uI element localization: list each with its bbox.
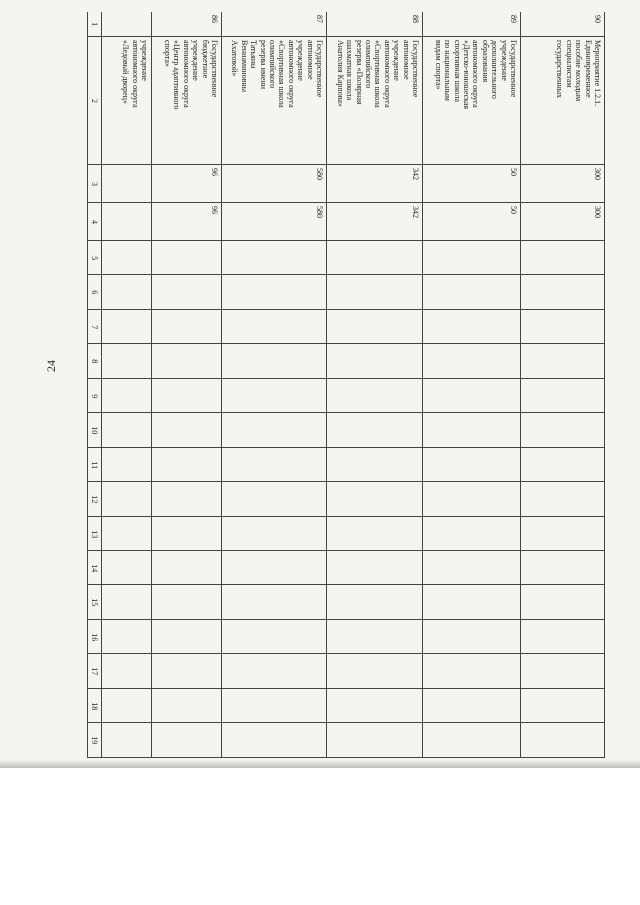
header-cell	[88, 722, 101, 756]
cell-text: 3	[89, 181, 99, 186]
table-cell	[102, 164, 151, 202]
table-cell	[152, 240, 221, 274]
table-cell	[102, 412, 151, 446]
table-cell	[521, 309, 604, 343]
table-cell	[423, 309, 520, 343]
table-cell	[423, 584, 520, 618]
table-cell	[521, 274, 604, 308]
table-cell	[222, 309, 326, 343]
table-cell	[327, 309, 423, 343]
cell-text: 6	[89, 290, 99, 295]
table-cell	[327, 481, 423, 515]
table-cell	[423, 447, 520, 481]
header-cell	[88, 619, 101, 653]
cell-text: Государственное бюджетное учреждение автономного округа «Центр адаптивного спорта»	[162, 40, 219, 110]
table-cell	[222, 516, 326, 550]
table-cell	[423, 619, 520, 653]
table-cell	[152, 378, 221, 412]
table-cell	[222, 378, 326, 412]
table-cell	[102, 516, 151, 550]
cell-text: 50	[509, 167, 519, 176]
cell-text: Мероприятие 1.2.1. Единовременное пособие молодым специалистам государственных	[555, 40, 602, 107]
header-cell	[88, 481, 101, 515]
table-cell	[423, 653, 520, 687]
header-cell	[88, 447, 101, 481]
table-cell	[102, 653, 151, 687]
cell-text: 7	[89, 324, 99, 329]
table-cell	[222, 343, 326, 377]
header-cell	[88, 584, 101, 618]
table-row	[101, 12, 151, 757]
table-cell	[152, 202, 221, 240]
table-cell	[327, 653, 423, 687]
cell-text: 580	[314, 167, 324, 180]
cell-text: 17	[89, 667, 99, 676]
cell-text: 89	[509, 15, 519, 23]
table-cell	[152, 619, 221, 653]
header-cell	[88, 164, 101, 202]
cell-text: Государственное автономное учреждение автономного округа «Спортивная школа олимпийского резерва «Полярная шахматная школа Анатолия Карпова»	[336, 40, 421, 108]
table-cell	[222, 36, 326, 164]
cell-text: Государственное учреждение дополнительного образования автономного округа «Детско-юношеская спортивная школа по национальным видам спорта»	[433, 40, 519, 110]
cell-text: 1	[89, 22, 99, 27]
header-cell	[88, 378, 101, 412]
table-cell	[102, 309, 151, 343]
table-cell	[327, 274, 423, 308]
table-header-row	[87, 12, 101, 757]
table-row	[520, 12, 604, 757]
header-cell	[88, 202, 101, 240]
table-cell	[222, 550, 326, 584]
cell-text: 5	[89, 255, 99, 260]
cell-text: 86	[209, 15, 219, 23]
table-cell	[423, 240, 520, 274]
table-cell	[102, 481, 151, 515]
table-cell	[152, 653, 221, 687]
cell-text: 90	[593, 15, 602, 23]
table-cell	[423, 343, 520, 377]
table-cell	[423, 722, 520, 756]
cell-text: Государственное автономное учреждение автономного округа «Спортивная школа олимпийского резерва имени Татьяны Вениаминовны Ахатовой»	[229, 40, 324, 108]
table-cell	[222, 481, 326, 515]
cell-text: 10	[89, 426, 99, 435]
table-cell	[152, 12, 221, 36]
table-cell	[152, 447, 221, 481]
table-cell	[521, 584, 604, 618]
table-cell	[327, 378, 423, 412]
cell-text: 15	[89, 598, 99, 607]
table-cell	[222, 240, 326, 274]
cell-text: учреждение автономного округа «Ледовый дворец»	[121, 40, 149, 108]
cell-text: 87	[314, 15, 324, 23]
table-cell	[521, 653, 604, 687]
cell-text: 13	[89, 529, 99, 538]
table-cell	[521, 447, 604, 481]
table-cell	[327, 202, 423, 240]
table-cell	[423, 550, 520, 584]
table-cell	[152, 688, 221, 722]
table-cell	[327, 164, 423, 202]
table-cell	[222, 688, 326, 722]
table-row	[422, 12, 520, 757]
table-cell	[152, 309, 221, 343]
table-cell	[222, 619, 326, 653]
table-cell	[521, 378, 604, 412]
table-cell	[327, 12, 423, 36]
table-cell	[423, 36, 520, 164]
table-cell	[521, 12, 604, 36]
table-cell	[152, 343, 221, 377]
table-cell	[222, 722, 326, 756]
table-cell	[327, 619, 423, 653]
table-cell	[222, 12, 326, 36]
table-cell	[521, 202, 604, 240]
table-cell	[423, 378, 520, 412]
cell-text: 11	[89, 460, 99, 469]
table-cell	[521, 550, 604, 584]
cell-text: 342	[411, 167, 421, 180]
table-cell	[222, 584, 326, 618]
table-cell	[521, 516, 604, 550]
table-cell	[102, 36, 151, 164]
table-cell	[521, 412, 604, 446]
cell-text: 342	[411, 205, 421, 218]
table-cell	[152, 516, 221, 550]
table-cell	[152, 550, 221, 584]
table-cell	[327, 550, 423, 584]
table-cell	[152, 584, 221, 618]
table-cell	[327, 516, 423, 550]
table-cell	[102, 202, 151, 240]
header-cell	[88, 550, 101, 584]
table-cell	[327, 688, 423, 722]
table-cell	[327, 722, 423, 756]
cell-text: 580	[314, 205, 324, 218]
table-cell	[423, 274, 520, 308]
table-cell	[102, 274, 151, 308]
table-cell	[521, 722, 604, 756]
cell-text: 16	[89, 633, 99, 642]
cell-text: 300	[593, 167, 602, 180]
table-cell	[102, 722, 151, 756]
header-cell	[88, 412, 101, 446]
header-cell	[88, 36, 101, 164]
table-cell	[423, 12, 520, 36]
table-cell	[327, 343, 423, 377]
table-cell	[102, 584, 151, 618]
data-table	[87, 12, 605, 758]
table-cell	[152, 164, 221, 202]
header-cell	[88, 688, 101, 722]
table-cell	[423, 202, 520, 240]
header-cell	[88, 240, 101, 274]
table-cell	[222, 202, 326, 240]
table-cell	[521, 619, 604, 653]
cell-text: 50	[509, 205, 519, 214]
cell-text: 4	[89, 219, 99, 224]
cell-text: 14	[89, 564, 99, 573]
table-cell	[102, 343, 151, 377]
table-cell	[327, 412, 423, 446]
table-cell	[152, 722, 221, 756]
table-cell	[152, 36, 221, 164]
table-cell	[222, 653, 326, 687]
cell-text: 2	[89, 99, 99, 104]
table-cell	[521, 343, 604, 377]
table-cell	[222, 274, 326, 308]
header-cell	[88, 653, 101, 687]
header-cell	[88, 343, 101, 377]
table-row	[221, 12, 326, 757]
table-cell	[102, 378, 151, 412]
table-cell	[152, 481, 221, 515]
table-row	[326, 12, 423, 757]
header-cell	[88, 12, 101, 36]
table-cell	[327, 240, 423, 274]
cell-text: 12	[89, 495, 99, 504]
table-cell	[327, 36, 423, 164]
table-cell	[423, 412, 520, 446]
cell-text: 96	[209, 167, 219, 176]
table-cell	[222, 164, 326, 202]
table-cell	[102, 550, 151, 584]
header-cell	[88, 274, 101, 308]
table-cell	[521, 164, 604, 202]
table-cell	[102, 240, 151, 274]
table-cell	[423, 516, 520, 550]
table-cell	[102, 688, 151, 722]
cell-text: 88	[411, 15, 421, 23]
table-cell	[521, 481, 604, 515]
table-cell	[102, 12, 151, 36]
table-cell	[521, 688, 604, 722]
table-cell	[152, 274, 221, 308]
table-cell	[423, 164, 520, 202]
table-row	[151, 12, 221, 757]
table-cell	[521, 36, 604, 164]
cell-text: 96	[209, 205, 219, 214]
table-cell	[222, 447, 326, 481]
cell-text: 18	[89, 702, 99, 711]
table-cell	[423, 688, 520, 722]
table-cell	[102, 447, 151, 481]
page-number: 24	[44, 360, 58, 372]
header-cell	[88, 309, 101, 343]
table-cell	[152, 412, 221, 446]
table-cell	[327, 584, 423, 618]
table-cell	[521, 240, 604, 274]
table-cell	[327, 447, 423, 481]
cell-text: 8	[89, 359, 99, 364]
cell-text: 19	[89, 736, 99, 745]
table-cell	[102, 619, 151, 653]
table-cell	[423, 481, 520, 515]
header-cell	[88, 516, 101, 550]
table-cell	[222, 412, 326, 446]
cell-text: 9	[89, 393, 99, 398]
cell-text: 300	[593, 205, 602, 218]
